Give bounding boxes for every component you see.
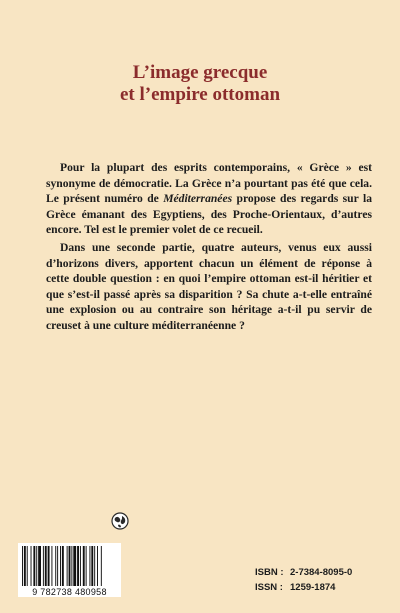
title-line-2: et l’empire ottoman bbox=[119, 84, 281, 105]
barcode-bar bbox=[51, 546, 52, 586]
identifier-block bbox=[255, 565, 352, 595]
barcode-bars bbox=[18, 543, 121, 587]
barcode-bar bbox=[67, 546, 68, 586]
barcode-bar bbox=[38, 546, 41, 586]
barcode-bar bbox=[36, 546, 37, 586]
barcode-bar bbox=[83, 546, 85, 586]
isbn-row bbox=[255, 565, 352, 580]
issn-row bbox=[255, 580, 352, 595]
barcode-bar bbox=[73, 546, 76, 586]
summary-paragraph-1 bbox=[46, 160, 372, 238]
issn-label: ISSN : bbox=[255, 582, 283, 593]
barcode bbox=[18, 543, 121, 597]
barcode-bar bbox=[22, 546, 23, 586]
summary-text bbox=[46, 160, 372, 334]
journal-name: Méditerranées bbox=[163, 192, 233, 206]
barcode-bar bbox=[27, 546, 28, 586]
barcode-bar bbox=[57, 546, 58, 586]
barcode-bar bbox=[24, 546, 26, 586]
barcode-bar bbox=[55, 546, 56, 586]
barcode-bar bbox=[43, 546, 44, 586]
isbn-label: ISBN : bbox=[255, 567, 284, 578]
barcode-bar bbox=[45, 546, 47, 586]
title-line-1: L’image grecque bbox=[132, 62, 268, 83]
barcode-bar bbox=[48, 546, 50, 586]
barcode-bar bbox=[60, 546, 61, 586]
barcode-bar bbox=[31, 546, 32, 586]
barcode-bar bbox=[101, 546, 102, 586]
barcode-bar bbox=[77, 546, 79, 586]
barcode-bar bbox=[80, 546, 81, 586]
book-title bbox=[0, 62, 400, 106]
barcode-bar bbox=[97, 546, 98, 586]
paragraph-1-start: Pour la plupart des esprits contemporains, « Grèce » est synonyme de démocratie. La Grèce n’a pourtant pas été que cela. Le présent numéro de bbox=[46, 161, 372, 206]
isbn-value: 2-7384-8095-0 bbox=[290, 567, 353, 578]
barcode-bar bbox=[69, 546, 71, 586]
barcode-bar bbox=[33, 546, 35, 586]
barcode-bar bbox=[86, 546, 87, 586]
barcode-bar bbox=[71, 546, 72, 586]
barcode-bar bbox=[91, 546, 93, 586]
barcode-bar bbox=[62, 546, 64, 586]
globe-icon bbox=[111, 512, 129, 530]
barcode-bar bbox=[89, 546, 90, 586]
paragraph-1-end: propose des regards sur la Grèce émanant des Egyptiens, des Proche-Orientaux, d’autres encore. Tel est le premier volet de ce recueil. bbox=[46, 192, 372, 237]
barcode-digits: 9 782738 480958 bbox=[18, 587, 121, 597]
issn-value: 1259-1874 bbox=[290, 582, 336, 593]
barcode-bar bbox=[94, 546, 95, 586]
summary-paragraph-2: Dans une seconde partie, quatre auteurs, venus eux aussi d’horizons divers, apportent chacun un élément de réponse à cette double question : en quoi l’empire ottoman est-il héritier et que s’est-il passé après sa disparition ? Sa chute a-t-elle entraîné une explosion ou au contraire son héritage a-t-il pu servir de creuset à une culture méditerranéenne ? bbox=[46, 240, 372, 332]
